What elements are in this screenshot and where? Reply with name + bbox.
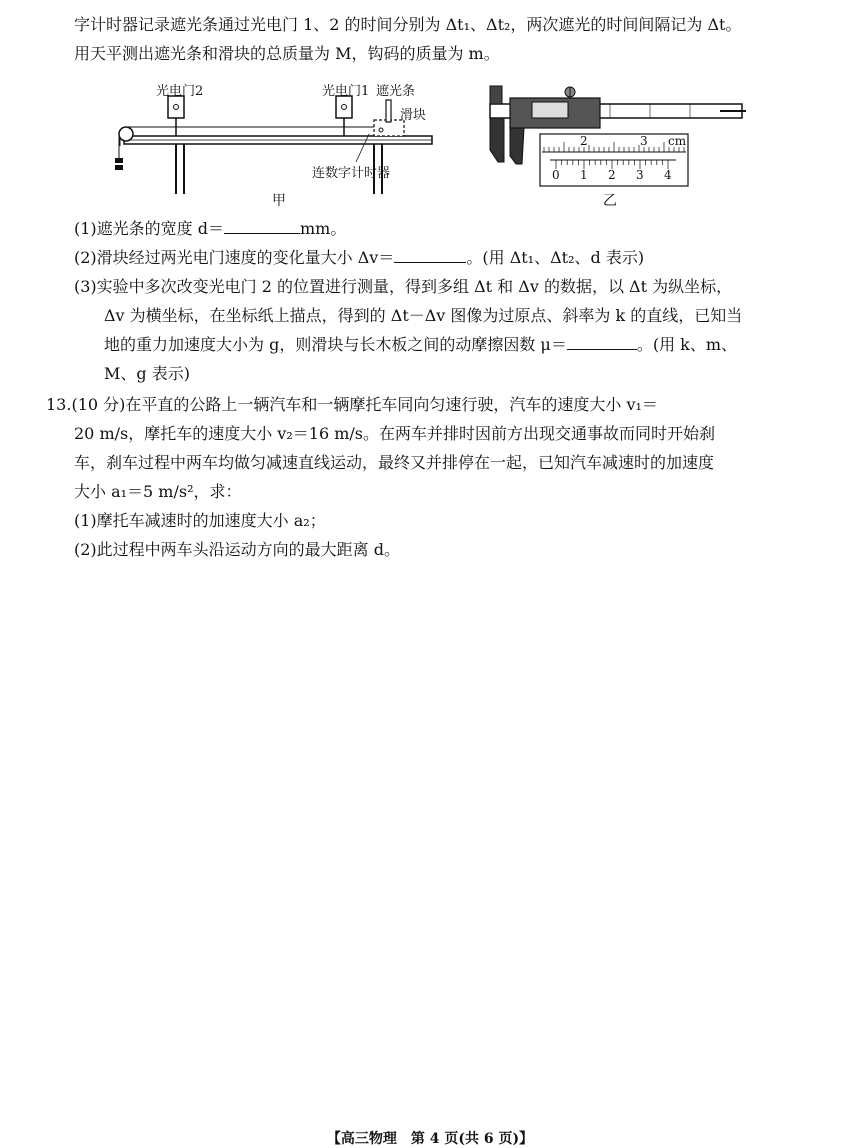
answer-blank-width[interactable] <box>224 217 300 234</box>
q12-part-3-line-3 <box>104 332 737 358</box>
label-slider: 滑块 <box>400 108 427 123</box>
scale-bottom-4: 4 <box>664 168 672 182</box>
caption-jia: 甲 <box>272 193 286 209</box>
scale-top-3: 3 <box>640 134 648 148</box>
scale-bottom-0: 0 <box>552 168 560 182</box>
label-strip: 遮光条 <box>376 84 416 99</box>
q12-part-2-hint: 。(用 Δt₁、Δt₂、d 表示) <box>466 248 645 267</box>
answer-blank-delta-v[interactable] <box>394 246 466 263</box>
label-timer: 连数字计时器 <box>312 166 391 181</box>
scale-top-unit: cm <box>668 134 687 148</box>
scale-bottom-2: 2 <box>608 168 616 182</box>
answer-blank-mu[interactable] <box>567 333 637 350</box>
scale-top-2: 2 <box>580 134 588 148</box>
q13-sub-1: (1)摩托车减速时的加速度大小 a₂； <box>74 511 326 530</box>
q12-part-1-text: (1)遮光条的宽度 d＝ <box>74 219 224 238</box>
scale-bottom-3: 3 <box>636 168 644 182</box>
q13-sub-2: (2)此过程中两车头沿运动方向的最大距离 d。 <box>74 540 400 559</box>
caption-yi: 乙 <box>603 193 617 209</box>
q12-part-2-text: (2)滑块经过两光电门速度的变化量大小 Δv＝ <box>74 248 395 267</box>
q12-part-3-text: 地的重力加速度大小为 g，则滑块与长木板之间的动摩擦因数 μ＝ <box>104 335 567 354</box>
intro-line-2: 用天平测出遮光条和滑块的总质量为 M，钩码的质量为 m。 <box>74 44 500 63</box>
scale-bottom-1: 1 <box>580 168 588 182</box>
label-gate-2: 光电门2 <box>156 84 204 99</box>
figure-caliper <box>470 76 750 194</box>
q12-part-3-hint: 。(用 k、m、 <box>636 335 738 354</box>
q12-part-2 <box>74 245 644 271</box>
q12-part-3-line-2: Δv 为横坐标，在坐标纸上描点，得到的 Δt－Δv 图像为过原点、斜率为 k 的直线，已知当 <box>104 306 743 325</box>
q13-line-2: 20 m/s，摩托车的速度大小 v₂＝16 m/s。在两车并排时因前方出现交通事故而同时开始刹 <box>74 424 715 443</box>
page-footer: 【高三物理 第 4 页(共 6 页)】 <box>326 1131 534 1147</box>
q12-part-1-unit: mm。 <box>300 219 347 238</box>
label-gate-1: 光电门1 <box>322 84 370 99</box>
q12-part-3-line-4: M、g 表示) <box>104 364 190 383</box>
q12-part-3-line-1: (3)实验中多次改变光电门 2 的位置进行测量，得到多组 Δt 和 Δv 的数据，以 Δt 为纵坐标， <box>74 277 733 296</box>
q13-line-3: 车，刹车过程中两车均做匀减速直线运动，最终又并排停在一起，已知汽车减速时的加速度 <box>74 453 715 472</box>
q12-part-1 <box>74 216 346 242</box>
q13-line-1: 13.(10 分)在平直的公路上一辆汽车和一辆摩托车同向匀速行驶，汽车的速度大小 v₁＝ <box>46 395 658 414</box>
intro-line-1: 字计时器记录遮光条通过光电门 1、2 的时间分别为 Δt₁、Δt₂，两次遮光的时间间隔记为 Δt。 <box>74 15 742 34</box>
q13-line-4: 大小 a₁＝5 m/s²，求： <box>74 482 242 501</box>
